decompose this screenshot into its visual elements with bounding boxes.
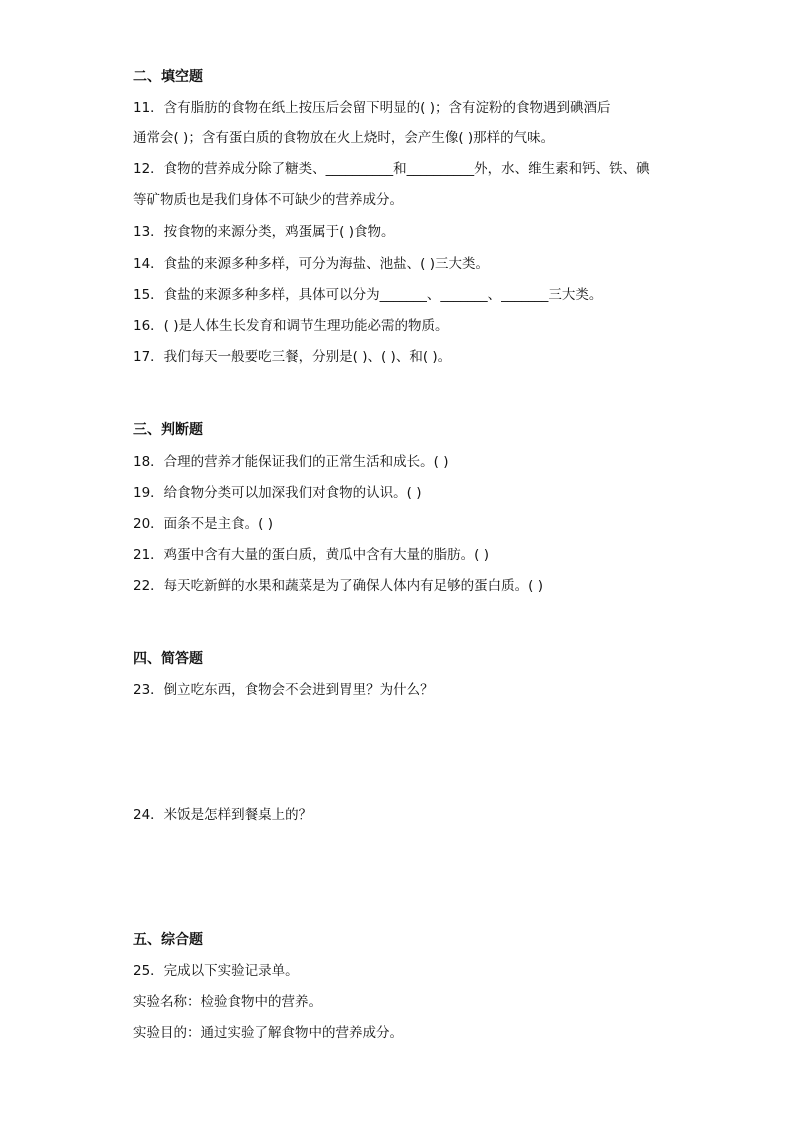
question-15: 15．食盐的来源多种多样，具体可以分为_______、_______、_______三大类。 — [133, 287, 603, 303]
question-23: 23．倒立吃东西，食物会不会进到胃里？为什么？ — [133, 682, 434, 698]
question-18: 18．合理的营养才能保证我们的正常生活和成长。( ) — [133, 454, 449, 470]
experiment-goal: 实验目的：通过实验了解食物中的营养成分。 — [133, 1025, 403, 1041]
section-title-comprehensive: 五、综合题 — [133, 932, 203, 948]
question-11-line-1: 11．含有脂肪的食物在纸上按压后会留下明显的( )；含有淀粉的食物遇到碘酒后 — [133, 100, 611, 116]
question-24: 24．米饭是怎样到餐桌上的？ — [133, 807, 313, 823]
section-title-fill: 二、填空题 — [133, 69, 203, 85]
question-12-line-1: 12．食物的营养成分除了糖类、__________和__________外，水、维生素和钙、铁、碘 — [133, 161, 650, 177]
question-25: 25．完成以下实验记录单。 — [133, 963, 299, 979]
experiment-name: 实验名称：检验食物中的营养。 — [133, 994, 322, 1010]
section-title-judge: 三、判断题 — [133, 422, 203, 438]
question-16: 16．( )是人体生长发育和调节生理功能必需的物质。 — [133, 318, 449, 334]
question-12-line-2: 等矿物质也是我们身体不可缺少的营养成分。 — [133, 192, 403, 208]
question-22: 22．每天吃新鲜的水果和蔬菜是为了确保人体内有足够的蛋白质。( ) — [133, 578, 544, 594]
question-21: 21．鸡蛋中含有大量的蛋白质，黄瓜中含有大量的脂肪。( ) — [133, 547, 490, 563]
section-title-short: 四、简答题 — [133, 651, 203, 667]
question-11-line-2: 通常会( )；含有蛋白质的食物放在火上烧时，会产生像( )那样的气味。 — [133, 130, 555, 146]
question-14: 14．食盐的来源多种多样，可分为海盐、池盐、( )三大类。 — [133, 256, 490, 272]
question-17: 17．我们每天一般要吃三餐，分别是( )、( )、和( )。 — [133, 349, 452, 365]
question-13: 13．按食物的来源分类，鸡蛋属于( )食物。 — [133, 224, 395, 240]
question-20: 20．面条不是主食。( ) — [133, 516, 274, 532]
question-19: 19．给食物分类可以加深我们对食物的认识。( ) — [133, 485, 422, 501]
